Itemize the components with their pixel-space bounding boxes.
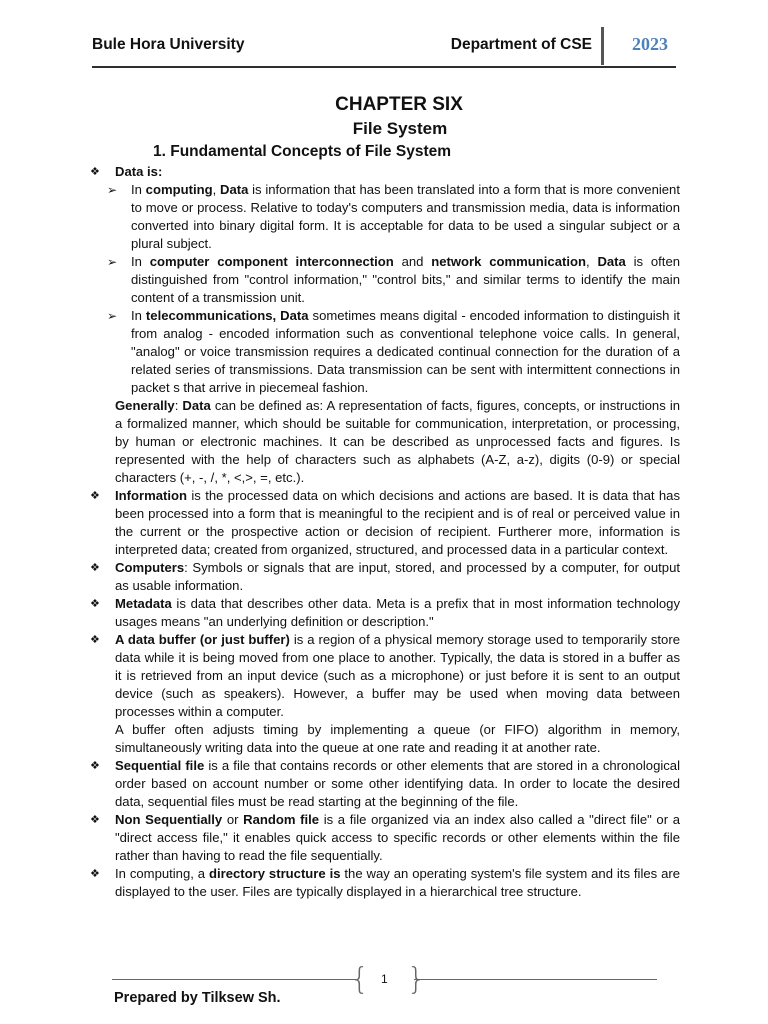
document-body: [90, 163, 680, 901]
header-year: 2023: [632, 34, 668, 54]
prepared-by: Prepared by Tilksew Sh.: [114, 990, 281, 1006]
bullet-information: [90, 487, 680, 559]
text-run: :: [174, 398, 183, 413]
paragraph-buffer-extra: A buffer often adjusts timing by implementing a queue (or FIFO) algorithm in memory, simultaneously writing data into the queue at one rate and reading it at another rate.: [115, 722, 680, 755]
keyword: Non Sequentially: [115, 812, 223, 827]
paragraph-generally: [115, 397, 680, 487]
text-run: ,: [212, 182, 220, 197]
text-run: or: [222, 812, 244, 827]
keyword: directory structure is: [208, 866, 341, 881]
text-run: : Symbols or signals that are input, stored, and processed by a computer, for output as usable information.: [115, 560, 680, 593]
keyword: Data: [219, 182, 249, 197]
keyword: computer component interconnection: [149, 254, 394, 269]
keyword: Computers: [115, 560, 185, 575]
text-run: is the processed data on which decisions and actions are based. It is data that has been processed into a form that is meaningful to the recipient and is of real or perceived value in the current or the prospective action or decision of recipient. Furtherer more, information is interpreted data; created from organized, structured, and processed data in a particular context.: [115, 488, 680, 557]
page-header: [92, 22, 676, 68]
header-divider: [601, 27, 604, 65]
footer-rule-left: [112, 979, 356, 980]
keyword: A data buffer (or just buffer): [115, 632, 290, 647]
text-run: sometimes means digital - encoded information to distinguish it from analog - encoded information such as conventional telephone voice calls. In general, "analog" or voice transmission requires a dedicated continual connection for the duration of a related series of transmissions. Data transmission can be sent with intermittent connections in packet s that arrive in piecemeal fashion.: [131, 308, 681, 395]
chapter-title: CHAPTER SIX: [335, 94, 463, 115]
title-block: [0, 94, 768, 139]
section-heading: 1. Fundamental Concepts of File System: [153, 143, 452, 160]
header-university: Bule Hora University: [92, 36, 245, 53]
data-is-heading: Data is:: [115, 164, 163, 179]
header-department: Department of CSE: [450, 36, 592, 53]
text-run: and: [393, 254, 432, 269]
keyword: telecommunications, Data: [145, 308, 309, 323]
keyword: network communication: [431, 254, 586, 269]
bullet-metadata: [90, 595, 680, 631]
bullet-buffer: [90, 631, 680, 721]
sub-bullet-computing: [107, 181, 680, 253]
text-run: is a file that contains records or other elements that are stored in a chronological order based on account number or some other identifying data. In order to locate the desired data, sequential files must be read starting at the beginning of the file.: [115, 758, 680, 809]
sub-bullet-interconnection: [107, 253, 680, 307]
text-run: is a region of a physical memory storage used to temporarily store data while it is being moved from one place to another. Typically, the data is stored in a buffer as it is retrieved from an input device (such as a microphone) or just before it is sent to an output device (such as speakers). However, a buffer may be used when moving data between processes within a computer.: [115, 632, 680, 719]
bullet-sequential-file: [90, 757, 680, 811]
keyword: Random file: [243, 812, 320, 827]
text-run: is data that describes other data. Meta is a prefix that in most information technology usages means "an underlying definition or description.": [115, 596, 680, 629]
keyword: Data: [597, 254, 626, 269]
keyword: Data: [182, 398, 211, 413]
text-run: the way an operating system's file system and its files are displayed to the user. Files are typically displayed in a hierarchical tree structure.: [115, 866, 681, 899]
chapter-subtitle: File System: [352, 119, 448, 138]
text-run: can be defined as: A representation of facts, figures, concepts, or instructions in a formalized manner, which should be suitable for communication, interpretation, or processing, by human or electronic machines. It can be described as unprocessed facts and figures. Is represented with the help of characters such as alphabets (A-Z, a-z), digits (0-9) or special characters (+, -, /, *, <,>, =, etc.).: [115, 398, 681, 485]
sub-bullet-telecommunications: [107, 307, 680, 397]
bullet-computers: [90, 559, 680, 595]
text-run: In computing, a: [115, 866, 209, 881]
text-run: is often distinguished from "control information," "control bits," and similar terms to identify the main content of a transmission unit.: [131, 254, 681, 305]
text-run: In: [131, 308, 146, 323]
bullet-data-is: [90, 163, 680, 181]
page-number-brace-left: {: [350, 962, 370, 997]
text-run: In: [131, 254, 150, 269]
bullet-directory-structure: [90, 865, 680, 901]
text-run: In: [131, 182, 146, 197]
page-number-brace-right: }: [407, 962, 427, 997]
keyword: Information: [115, 488, 188, 503]
text-run: ,: [585, 254, 598, 269]
text-run: is a file organized via an index also called a "direct file" or a "direct access file," it enables quick access to specific records or other elements within the file rather than having to read the file sequentially.: [115, 812, 680, 863]
bullet-non-sequential-file: [90, 811, 680, 865]
keyword: Sequential file: [115, 758, 205, 773]
keyword: computing: [145, 182, 213, 197]
footer-rule-right: [414, 979, 657, 980]
text-run: is information that has been translated into a form that is more convenient to move or process. Relative to today's computers and transmission media, data is information converted into binary digital form. It is acceptable for data to be used a singular subject or a plural subject.: [131, 182, 680, 251]
page-number: 1: [381, 972, 388, 986]
keyword: Generally: [115, 398, 175, 413]
keyword: Metadata: [115, 596, 172, 611]
